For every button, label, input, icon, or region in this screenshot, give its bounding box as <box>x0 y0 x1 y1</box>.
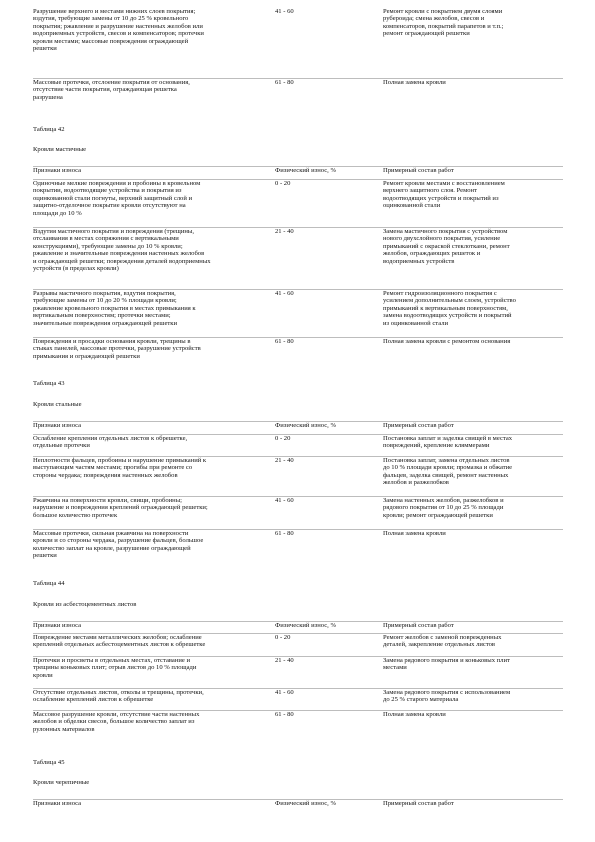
wear-percent-cell <box>275 689 375 696</box>
table-title: Кровли стальные <box>33 401 82 408</box>
header-wear-signs: Признаки износа <box>33 622 82 629</box>
wear-percent-cell-line: 41 - 60 <box>275 497 294 504</box>
header-wear-percent: Физический износ, % <box>275 800 336 807</box>
works-cell-line: фальцев, заделка свищей, ремонт настенных <box>383 471 509 479</box>
works-cell-line: желобов, ограждающих решеток и <box>383 250 481 258</box>
wear-signs-cell-line: отслаивания в местах сопряжения с вертикальными <box>33 235 179 243</box>
works-cell-line: водоотводящих устройств и покрытий из <box>383 194 499 202</box>
works-cell-line: Полная замена кровли с ремонтом основания <box>383 338 511 345</box>
wear-percent-cell <box>275 8 375 15</box>
table-row <box>33 496 563 532</box>
works-cell <box>383 457 563 487</box>
wear-signs-cell-line: решетки <box>33 552 57 560</box>
works-cell-line: деталей, закрепление отдельных листов <box>383 641 496 649</box>
wear-signs-cell-line: Разрушение верхнего и местами нижних слоев покрытия; <box>33 8 196 15</box>
wear-signs-cell-line: выступающим частям местами; прогибы при ремонте со <box>33 464 193 472</box>
wear-signs-cell-line: вертикальным поверхностям; протечки местами; <box>33 312 171 320</box>
wear-signs-cell <box>33 711 269 733</box>
wear-signs-cell-line: конструкциями), требующие замены до 10 % кровли; <box>33 242 183 250</box>
header-wear-percent: Физический износ, % <box>275 422 336 429</box>
wear-percent-cell <box>275 79 375 86</box>
wear-signs-cell-line: ржавление кровельного покрытия в местах примыкания к <box>33 304 196 312</box>
wear-signs-cell-line: кровли местами; массовые повреждения ограждающей <box>33 37 189 45</box>
works-cell <box>383 435 563 450</box>
works-cell-line: Замена настенных желобов, разжелобков и <box>383 497 504 504</box>
works-cell <box>383 497 563 519</box>
wear-signs-cell <box>33 338 269 360</box>
header-wear-signs: Признаки износа <box>33 422 82 429</box>
wear-signs-cell-line: Массовое разрушение кровли, отсутствие части настенных <box>33 711 200 718</box>
works-cell <box>383 8 563 38</box>
wear-percent-cell-line: 61 - 80 <box>275 79 294 86</box>
table-number: Таблица 45 <box>33 759 65 766</box>
wear-percent-cell-line: 41 - 60 <box>275 290 294 297</box>
wear-signs-cell-line: отдельные протечки <box>33 442 90 450</box>
works-cell-line: Полная замена кровли <box>383 79 446 86</box>
wear-percent-cell-line: 41 - 60 <box>275 8 294 15</box>
header-works: Примерный состав работ <box>383 622 454 629</box>
wear-signs-cell-line: Неплотности фальцев, пробоины и нарушение примыканий к <box>33 457 207 464</box>
wear-signs-cell-line: Одиночные мелкие повреждения и пробоины в кровельном <box>33 180 201 187</box>
table-row <box>33 529 563 572</box>
wear-signs-cell-line: ослабление креплений листов к обрешетке <box>33 696 154 704</box>
works-cell-line: желобов и разжелобков <box>383 479 449 487</box>
table-row <box>33 78 563 115</box>
wear-signs-cell <box>33 79 269 101</box>
wear-percent-cell-line: 41 - 60 <box>275 689 294 696</box>
wear-signs-cell-line: Разрывы мастичного покрытия, вздутия покрытия, <box>33 290 176 297</box>
works-cell-line: повреждений, крепление кляммерами <box>383 442 490 450</box>
wear-signs-cell <box>33 8 269 52</box>
wear-signs-cell <box>33 657 269 679</box>
works-cell-line: Полная замена кровли <box>383 530 446 537</box>
works-cell-line: Постановка заплат, замена отдельных листов <box>383 457 510 464</box>
wear-signs-cell-line: количество заплат на кровле, разрушение ограждающей <box>33 544 191 552</box>
wear-percent-cell-line: 61 - 80 <box>275 711 294 718</box>
table-title: Кровли мастичные <box>33 146 87 153</box>
works-cell <box>383 180 563 210</box>
works-cell-line: до 10 % площади кровли; промазка и обжатие <box>383 464 513 472</box>
works-cell <box>383 657 563 672</box>
wear-signs-cell <box>33 457 269 479</box>
works-cell-line: Ремонт кровли местами с восстановлением <box>383 180 505 187</box>
works-cell-line: кровли; ремонт ограждающей решетки <box>383 511 493 519</box>
works-cell-line: водоприемных устройств <box>383 257 455 265</box>
table-number: Таблица 42 <box>33 126 65 133</box>
wear-signs-cell-line: требующие замены от 10 до 20 % площади кровли; <box>33 297 177 305</box>
table-row <box>33 8 563 80</box>
wear-signs-cell-line: желобов и обделки свесов, большое количество заплат из <box>33 718 195 726</box>
works-cell <box>383 290 563 327</box>
header-wear-percent: Физический износ, % <box>275 167 336 174</box>
wear-percent-cell <box>275 457 375 464</box>
wear-signs-cell <box>33 497 269 519</box>
works-cell-line: Ремонт кровли с покрытием двумя слоями <box>383 8 503 15</box>
works-cell <box>383 530 563 537</box>
works-cell-line: компенсаторов, покрытий парапетов и т.п.; <box>383 22 504 30</box>
table-row <box>33 337 563 370</box>
works-cell <box>383 634 563 649</box>
wear-signs-cell-line: Массовые протечки, отслоение покрытия от основания, <box>33 79 190 86</box>
works-cell <box>383 79 563 86</box>
wear-signs-cell-line: примыкания и ограждающей решетки <box>33 352 140 360</box>
works-cell-line: оцинкованной стали <box>383 202 441 210</box>
wear-percent-cell <box>275 657 375 664</box>
wear-signs-cell-line: кровли <box>33 671 53 679</box>
header-works: Примерный состав работ <box>383 167 454 174</box>
works-cell-line: Ремонт гидроизоляционного покрытия с <box>383 290 497 297</box>
works-cell-line: Замена мастичного покрытия с устройством <box>383 228 508 235</box>
wear-signs-cell-line: Отсутствие отдельных листов, отколы и трещины, протечки, <box>33 689 204 696</box>
works-cell-line: Полная замена кровли <box>383 711 446 718</box>
wear-signs-cell-line: покрытия; ржавление и разрушение настенных желобов или <box>33 22 203 30</box>
wear-percent-cell <box>275 228 375 235</box>
wear-signs-cell-line: Протечки и просветы в отдельных местах, отставание и <box>33 657 190 664</box>
wear-percent-cell-line: 0 - 20 <box>275 180 291 187</box>
header-works: Примерный состав работ <box>383 800 454 807</box>
wear-signs-cell-line: рулонных материалов <box>33 725 95 733</box>
wear-percent-cell-line: 61 - 80 <box>275 530 294 537</box>
wear-percent-cell <box>275 711 375 718</box>
works-cell <box>383 711 563 718</box>
wear-signs-cell-line: вздутия, требующие замены от 10 до 25 % кровельного <box>33 15 189 23</box>
header-wear-percent: Физический износ, % <box>275 622 336 629</box>
works-cell-line: примыканий с окраской стеклоткани, ремонт <box>383 242 510 250</box>
wear-signs-cell-line: решетки <box>33 45 57 53</box>
wear-signs-cell-line: трещины коньковых плит; отрыв листов до 10 % площади <box>33 664 197 672</box>
table-row <box>33 656 563 691</box>
wear-percent-cell-line: 21 - 40 <box>275 457 294 464</box>
table-number: Таблица 43 <box>33 380 65 387</box>
wear-percent-cell <box>275 338 375 345</box>
wear-percent-cell <box>275 180 375 187</box>
works-cell-line: Ремонт желобов с заменой поврежденных <box>383 634 502 641</box>
works-cell-line: до 25 % старого материала <box>383 696 459 704</box>
table-row <box>33 289 563 340</box>
wear-signs-cell <box>33 530 269 560</box>
works-cell <box>383 228 563 265</box>
wear-signs-cell <box>33 180 269 217</box>
wear-signs-cell-line: большое количество протечек <box>33 511 118 519</box>
works-cell-line: усилением дополнительным слоем, устройство <box>383 297 516 305</box>
table-row <box>33 799 563 814</box>
table-title: Кровли черепичные <box>33 779 90 786</box>
wear-signs-cell-line: оцинкованной стали погнуты, верхний защитный слой и <box>33 194 193 202</box>
works-cell-line: местами <box>383 664 407 672</box>
wear-percent-cell <box>275 497 375 504</box>
works-cell <box>383 338 563 345</box>
wear-signs-cell-line: Вздутия мастичного покрытия и повреждения (трещины, <box>33 228 195 235</box>
wear-signs-cell-line: Массовые протечки, сильная ржавчина на поверхности <box>33 530 189 537</box>
table-row <box>33 456 563 499</box>
table-row <box>33 227 563 292</box>
works-cell-line: нового двухслойного покрытия, усиление <box>383 235 501 243</box>
works-cell-line: рубероида; смена желобов, свесов и <box>383 15 485 23</box>
header-works: Примерный состав работ <box>383 422 454 429</box>
wear-percent-cell-line: 21 - 40 <box>275 228 294 235</box>
wear-signs-cell-line: водоприемных устройств, свесов и компенсаторов; протечки <box>33 30 204 38</box>
works-cell-line: Замена рядового покрытия и коньковых плит <box>383 657 510 664</box>
wear-percent-cell <box>275 435 375 442</box>
wear-signs-cell-line: ржавление и значительные повреждения настенных желобов <box>33 250 205 258</box>
works-cell-line: примыканий к вертикальным поверхностям, <box>383 304 508 312</box>
wear-signs-cell-line: Повреждения и просадки основания кровли, трещины в <box>33 338 191 345</box>
table-title: Кровли из асбестоцементных листов <box>33 601 137 608</box>
wear-signs-cell <box>33 689 269 704</box>
wear-signs-cell-line: Повреждение местами металлических желобов; ослабление <box>33 634 202 641</box>
works-cell-line: ремонт ограждающей решетки <box>383 30 470 38</box>
wear-signs-cell <box>33 435 269 450</box>
works-cell <box>383 689 563 704</box>
wear-percent-cell <box>275 634 375 641</box>
works-cell-line: из оцинкованной стали <box>383 319 449 327</box>
wear-percent-cell-line: 21 - 40 <box>275 657 294 664</box>
wear-signs-cell-line: отсутствие части покрытия, ограждающая решетка <box>33 86 177 94</box>
header-wear-signs: Признаки износа <box>33 167 82 174</box>
works-cell-line: замена водоотводящих устройств и покрытий <box>383 312 512 320</box>
works-cell-line: рядового покрытия от 10 до 25 % площади <box>383 504 504 512</box>
header-wear-signs: Признаки износа <box>33 800 82 807</box>
wear-signs-cell-line: площади до 10 % <box>33 209 82 217</box>
wear-signs-cell-line: стороны чердака; повреждения настенных желобов <box>33 471 178 479</box>
table-row <box>33 179 563 230</box>
wear-percent-cell-line: 61 - 80 <box>275 338 294 345</box>
wear-signs-cell-line: защитно-отделочное покрытие кровли отсутствуют на <box>33 202 186 210</box>
wear-percent-cell <box>275 290 375 297</box>
wear-signs-cell-line: стыках панелей, массовые протечки, разрушение устройств <box>33 345 201 353</box>
wear-signs-cell-line: разрушена <box>33 93 63 101</box>
wear-signs-cell-line: значительные повреждения ограждающей решетки <box>33 319 178 327</box>
works-cell-line: Замена рядового покрытия с использованием <box>383 689 511 696</box>
table-row <box>33 710 563 745</box>
table-number: Таблица 44 <box>33 580 65 587</box>
wear-signs-cell-line: устройств (в пределах кровли) <box>33 265 119 273</box>
wear-signs-cell-line: креплений отдельных асбестоцементных листов к обрешетке <box>33 641 206 649</box>
wear-percent-cell-line: 0 - 20 <box>275 435 291 442</box>
wear-signs-cell-line: Ослабление крепления отдельных листов к обрешетке, <box>33 435 188 442</box>
wear-signs-cell <box>33 290 269 327</box>
works-cell-line: верхнего защитного слоя. Ремонт <box>383 187 477 195</box>
wear-signs-cell-line: Ржавчина на поверхности кровли, свищи, пробоины; <box>33 497 182 504</box>
wear-signs-cell <box>33 634 269 649</box>
works-cell-line: Постановка заплат и заделка свищей в местах <box>383 435 513 442</box>
wear-percent-cell-line: 0 - 20 <box>275 634 291 641</box>
wear-signs-cell <box>33 228 269 272</box>
wear-signs-cell-line: и ограждающей решетки; повреждения деталей водоприемных <box>33 257 211 265</box>
wear-signs-cell-line: кровли и со стороны чердака, разрушение фальцев, большое <box>33 537 204 545</box>
wear-signs-cell-line: нарушение и повреждения креплений ограждающей решетки; <box>33 504 208 512</box>
wear-percent-cell <box>275 530 375 537</box>
wear-signs-cell-line: покрытии, водоотводящие устройства и покрытия из <box>33 187 182 195</box>
